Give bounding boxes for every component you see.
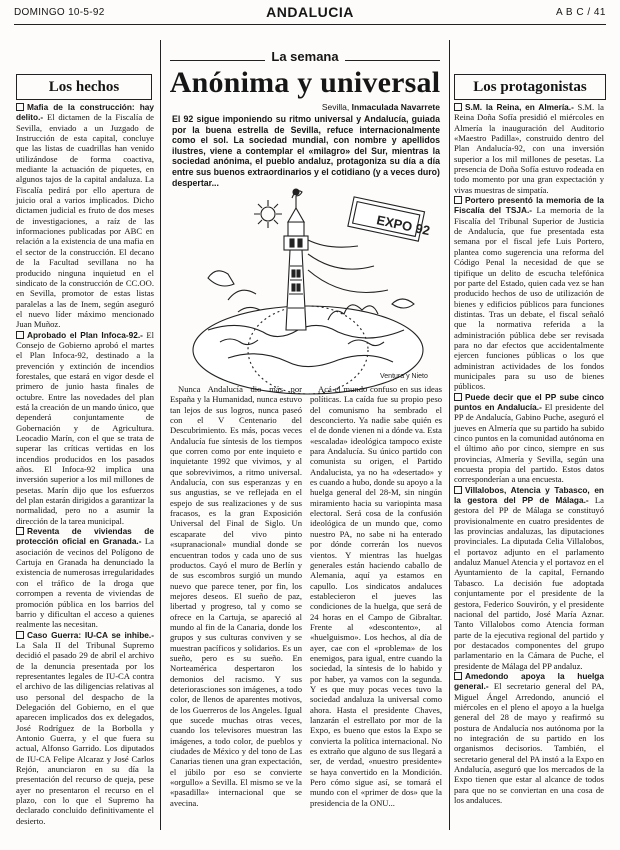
main-body-text: Nunca Andalucía dio más por España y la Humanidad, nunca estuvo tan lejos de sus logros, nunca paseó con el V Centenario del Descubrimiento. Es más, pocas veces Andalucía fue síntesis de los tiempos que corren como por ente inquieto e inquietante 1992 que vivimos, y al que sobrevivimos, a ritmo universal. Andalucía, con sus esperanzas y en sus angustias, se ve reflejada en el espejo de sus realizaciones y de sus fracasos, es la gran Exposición Universal del Final de Siglo. Un escaparate del vivo pinto «supranacional» mundial donde se encuentran todos y cada uno de sus productos. Cayó el muro de Berlín y de sus escombros surgió un mundo nuevo que parece tener, por fin, los mejores deseos. El sueño de paz, libertad y progreso, tal y como se ofrece en la Cartuja, se apareció al mundo al fin de la Canaria, donde los grupos y sus culturas conviven y se muestran pacíficos y solidarios. Es un sueño, pero es su sueño. En Norteamérica despertaron los demonios del racismo. Y sus deteriorasciones son imágenes, a todo color, de llenos de aparentes motivos, de los Guerreros de los Angeles. Igual que sucede muchas otras veces, cuando los televisores muestran las imágenes, a todo color, de pueblos y ciudades de México y del tono de Las Canarias tienen una gran expectación, el júbilo por eso se convierte «orgullo» a Sevilla. El mismo se ve la «pasadilla» internacional que se avecina. <box>170 384 302 808</box>
column-divider <box>449 40 450 830</box>
ribbon-lines <box>308 240 388 293</box>
right-item-head: S.M. la Reina, en Almería.- <box>465 102 574 112</box>
right-column <box>454 102 604 832</box>
right-item-head: Villalobos, Atencia y Tabasco, en la gestora del PP de Málaga.- <box>454 484 604 506</box>
main-body-text: Acá el mundo confuso en sus ideas políticas. La caída fue su propio peso del comunismo ha sembrado el desconcierto. Ya nadie sabe quién es el de donde vienen ni a dónde va. Esta «escalada» ideológica tampoco existe para Andalucía. Su único partido con comunista su origen, el Partido Andalucista, ya no ha «desertado» y es cuando a hubo, donde su apoyo a la huelga general del 28-M, sin ningún miramiento hacia su variopinta masa electoral. Será cosa de la confusión ideológica de un mundo que, como nuestro PA, no sabe ni ha enterado por dónde correrán los nuevos vientos. Y mientras las huelgas generales están haciendo caballo de Alemania, aquí ya estamos en capullo. Los sindicatos andaluces establecieron el jueves las condiciones de la huelga, que será de 24 horas en el Campo de Gibraltar. Frente al «descontento», al «huelguismo». Los hechos, al día de ayer, cae con el «problema» de los enemigos, para igual, entre cuando la sociedad, la síntesis de lo habido y por haber, ya vamos con la segunda. Y es que muy pocas veces tuvo la sociedad andaluza la universal como ahora. Hasta el presidente Chaves, lanzarán el estrellato por mor de la Expo, es bueno que estos la Expo se convierta la política internacional. No es extraño que alguno de sus llegará a ser, de verdad, «nuestro presidente» se haya convertido en la Mondición. Pero cómo sigue así, se tomará el mundo con el «primer de dos» que la presidencia de la ONU... <box>310 384 442 808</box>
lead-paragraph: El 92 sigue imponiendo su ritmo universal y Andalucía, guiada por la buena estrella de Sevilla, refuce internacionalmente como el sol. La sociedad mundial, con nombre y apellidos ilustres, viene a contemplar el «milagro» del Sur, mientras la sociedad anónima, el pueblo andaluz, protagoniza su día a día entre sus buenos extraordinarios y el cotidiano (y a veces duro) despertar... <box>172 114 440 188</box>
left-item-text: La Sala II del Tribunal Supremo decidió el pasado 29 de abril el archivo de la denuncia presentada por los representantes legales de IU-CA contra el archivo de las diligencias relativas al uso personal del despacho de la Delegación del Gobierno, en el que aparecen implicados dos ex delegados, José Rodríguez de la Borbolla y Antonio Guerra, y el que fuera su actual, Alfonso Garrido. Los diputados de IU-CA Felipe Alcaraz y José Carlos Rejón, anunciaron en su día la presentación del recurso de queja, pese ayer no presentaron el recurso en el plazo, con lo que el Supremo ha declarado concluido definitivamente el desierto. <box>16 639 154 826</box>
left-column <box>16 102 154 832</box>
right-item-text: La memoria de la Fiscalía del Tribunal Superior de Justicia de Andalucía, que fue presentada esta semana por el fiscal jefe Luis Portero, plantea como sugerencia una reforma del Código Penal la necesidad de que se tipifique un delito de escucha telefónica por parte del Estado, quien cada vez se han producido hechos de uso de utilización de bienes y edificios públicos para funciones distintas. Tras un debate, el fiscal señaló que la normativa referida a la administración pública debe ser revisada para no dar efectos que accidentalmente ejercen funciones públicas o los que administran actividades de los fondos municipales para su uso de bienes públicos. <box>454 205 604 392</box>
right-item-text: S.M. la Reina Doña Sofía presidió el miércoles en Almería la inauguración del Auditorio «Maestro Padilla», construido dentro del Plan Andalucía-92, con una inversión superior a los mil millones de pesetas. La presencia de Doña Sofía estuvo rodeada en todo momento por una gran expectación y vivas muestras de simpatía. <box>454 102 604 195</box>
page-header <box>14 4 606 25</box>
left-item <box>16 526 154 629</box>
right-item <box>454 195 604 392</box>
right-item-head: Puede decir que el PP sube cinco puntos en Andalucía.- <box>454 391 604 412</box>
right-item-head: Amedondo apoya la huelga general.- <box>454 670 604 692</box>
bullet-box-icon <box>16 527 24 535</box>
cartoon-illustration <box>168 180 444 380</box>
right-item <box>454 671 604 805</box>
header-date: DOMINGO 10-5-92 <box>14 7 105 18</box>
left-item-head: Caso Guerra: IU-CA se inhibe.- <box>27 629 154 640</box>
star-icon <box>261 207 275 221</box>
left-column-title: Los hechos <box>48 79 120 95</box>
left-item <box>16 630 154 827</box>
bullet-box-icon <box>454 393 462 401</box>
kicker-label: La semana <box>265 49 344 64</box>
right-column-title-box <box>454 74 606 100</box>
left-item-text: El dictamen de la Fiscalía de Sevilla, enviado a un Juzgado de Instrucción de esta capital, concluye que las listas de cuadrillas han venido utilizándose de forma coactiva, mediante la actuación de piquetes, en algunos tajos de la capital andaluza. La Fiscalía pedirá por ello apertura de juicio oral a varios implicados. Dicho dictamen judicial es fruto de dos meses de investigaciones, a raíz de las informaciones publicadas por ABC en relación a la existencia de una mafia en el sector de la construcción. El decano de la Facultad sevillana no ha producido ninguna inquietud en el sindicato de la construcción de CC.OO. en Sevilla, promotor de estas listas paralelas a las de Inem, según aseguró el nuevo líder máximo mencionado Juan Muñoz. <box>16 112 154 330</box>
main-body-column-1 <box>170 384 302 830</box>
bullet-box-icon <box>454 103 462 111</box>
bullet-box-icon <box>16 103 24 111</box>
bullet-box-icon <box>454 672 462 680</box>
bullet-box-icon <box>454 196 462 204</box>
right-item <box>454 392 604 485</box>
header-section: ANDALUCIA <box>266 4 354 20</box>
illustration-credit: Ventura y Nieto <box>380 373 428 380</box>
left-item <box>16 102 154 330</box>
globe-shape <box>193 306 423 394</box>
right-column-title: Los protagonistas <box>473 79 587 95</box>
left-column-title-box <box>16 74 152 100</box>
right-item-head: Portero presentó la memoria de la Fiscalía del TSJA.- <box>454 195 604 216</box>
left-item-text: La asociación de vecinos del Polígono de Cartuja en Granada ha denunciado la existencia de numerosas irregularidades con el tráfico de la droga que corrompen a reventa de viviendas de promoción pública en los barrios del barrio y dificultan el acceso a quienes realmente las necesitan. <box>16 536 154 630</box>
headline: Anónima y universal <box>169 66 441 99</box>
bullet-box-icon <box>454 486 462 494</box>
right-item-text: El secretario general del PA, Miguel Ángel Arredondo, anunció el miércoles en el pleno el apoyo a la huelga general del 28 de mayo y reafirmó su postura de Andalucía nos autónoma por la no integración de su partido en los organismos decisorios. También, el secretario general del PA instó a la Expo en Andalucía, aseguró que los mercados de la Expo tienen que estar al alcance de todos para que no se conviertan en una cosa de los andaluces. <box>454 681 604 806</box>
right-item-text: El presidente del PP de Andalucía, Gabino Puche, aseguró el jueves en Almería que su partido ha subido cinco puntos en la comunidad autónoma en el último año por cinco, siempre en sus provincias, Almería y Sevilla, según una encuesta propia del partido. Estos datos corresponderían a una encuesta. <box>454 401 605 485</box>
left-item-text: El Consejo de Gobierno aprobó el martes el Plan Infoca-92, destinado a la prevención y extinción de incendios forestales, que estará en vigor desde el primero de junio hasta finales de octubre. Entre las novedades del plan está la creación de un mando único, que dependerá conjuntamente de Gobernación y de Agricultura. Leocadio Marín, con el que se trata de superar las críticas vertidas en los incendios producidos en los pasados años. El Infoca-92 implica una inversión superior a los mil millones de pesetas. Marín dijo que los esfuerzos del plan estarán dirigidos a garantizar la normalidad, pero no a asumir la dirección de la tarea municipal. <box>16 329 154 526</box>
cloud-shape <box>208 271 234 286</box>
right-item-text: La gestora del PP de Málaga se constituyó provisionalmente en cuatro presidentes de las provincias andaluzas, las diputaciones provinciales. La diputada Celia Villalobos, el portavoz adjunto en el parlamento andaluz Manuel Atencia y el portavoz en el Ayuntamiento de la capital, Fernando Tabasco. La decisión fue adoptada conjuntamente por el presidente de la gestora, Federico Souvirón, y el presidente nacional del partido, José María Aznar. Tanto Villalobos como Atencia forman parte de la ejecutiva regional del partido y por destacados componentes del grupo parlamentario en la Cámara de Puche, el presidente de Málaga del PP andaluz. <box>454 495 604 671</box>
header-page: A B C / 41 <box>555 7 606 18</box>
column-divider <box>160 40 161 830</box>
right-item <box>454 102 604 195</box>
main-body-column-2 <box>310 384 442 830</box>
left-item-head: Reventa de viviendas de protección oficial en Granada.- <box>16 526 154 547</box>
left-item-head: Mafia de la construcción: hay delito.- <box>16 102 154 123</box>
left-item-head: Aprobado el Plan Infoca-92.- <box>27 329 143 340</box>
left-item <box>16 330 154 527</box>
giralda-tower <box>286 250 306 330</box>
kicker <box>170 49 440 64</box>
expo-sign-label: EXPO 92 <box>375 212 432 239</box>
bullet-box-icon <box>16 631 24 639</box>
right-item <box>454 485 604 671</box>
byline-author: Inmaculada Navarrete <box>351 102 440 112</box>
byline-city: Sevilla, <box>321 102 352 112</box>
bullet-box-icon <box>16 331 24 339</box>
byline <box>170 102 440 112</box>
